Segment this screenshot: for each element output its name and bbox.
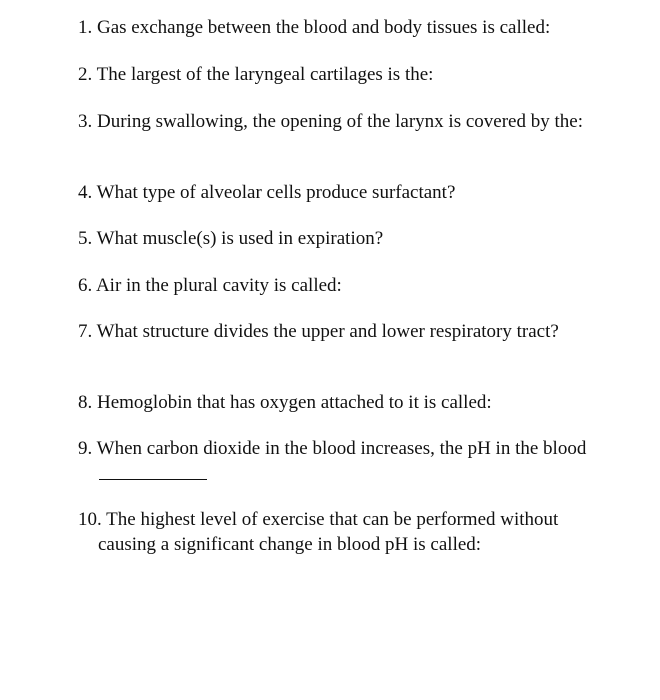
question-text: What muscle(s) is used in expiration? [96, 228, 384, 249]
question-number: 9. [78, 438, 93, 459]
question-number: 7. [78, 321, 93, 342]
question-text: Hemoglobin that has oxygen attached to it is called: [97, 392, 492, 413]
question-number: 8. [78, 392, 93, 413]
answer-blank-line [99, 461, 207, 480]
question-number: 10. [78, 509, 102, 530]
question-2 [78, 62, 618, 87]
question-text: Air in the plural cavity is called: [95, 275, 342, 296]
question-number: 2. [78, 64, 93, 85]
question-number: 5. [78, 228, 93, 249]
question-number: 6. [78, 275, 93, 296]
question-8 [78, 390, 618, 415]
question-text: The largest of the laryngeal cartilages is the: [96, 64, 434, 85]
question-6 [78, 273, 618, 298]
question-text: The highest level of exercise that can be performed without causing a significant change in blood pH is called: [98, 509, 559, 555]
question-text: Gas exchange between the blood and body tissues is called: [97, 17, 551, 38]
question-text: What type of alveolar cells produce surfactant? [96, 182, 456, 203]
question-number: 3. [78, 111, 93, 132]
question-7 [78, 319, 568, 344]
question-number: 1. [78, 17, 93, 38]
question-4 [78, 180, 618, 205]
question-3 [78, 109, 618, 134]
question-9 [78, 436, 588, 487]
question-text: What structure divides the upper and lower respiratory tract? [96, 321, 559, 342]
question-10 [78, 507, 578, 557]
question-text: During swallowing, the opening of the larynx is covered by the: [97, 111, 583, 132]
question-1 [78, 15, 618, 40]
question-number: 4. [78, 182, 93, 203]
question-5 [78, 226, 618, 251]
question-text: When carbon dioxide in the blood increases, the pH in the blood [96, 438, 587, 459]
